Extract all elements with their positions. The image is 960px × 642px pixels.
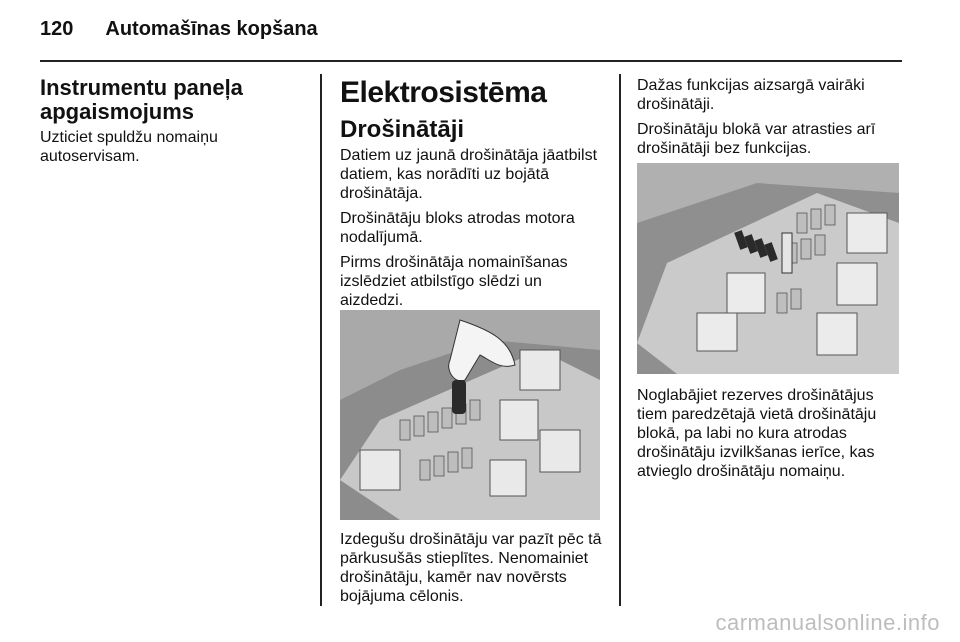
paragraph: Drošinātāju bloks atrodas motora nodalījumā. — [340, 210, 575, 246]
paragraph: Dažas funkcijas aizsargā vairāki drošinātāji. — [637, 77, 865, 113]
subsection-title: Drošinātāji — [340, 116, 465, 143]
column-divider — [320, 74, 322, 606]
paragraph: Uzticiet spuldžu nomaiņu autoservisam. — [40, 129, 218, 165]
fuse-removal-illustration — [340, 310, 600, 520]
section-heading: Instrumentu paneļa apgaismojums — [40, 75, 243, 124]
page-title: Automašīnas kopšana — [105, 18, 318, 40]
paragraph: Izdegušu drošinātāju var pazīt pēc tā pārkusušās stieplītes. Nenomainiet drošinātāju, kamēr nav novērsts bojājuma cēlonis. — [340, 531, 602, 605]
column-2 — [340, 76, 604, 316]
paragraph: Noglabājiet rezerves drošinātājus tiem paredzētajā vietā drošinātāju blokā, pa labi no kura atrodas drošinātāju izvilkšanas ierīce, kas atvieglo drošinātāju nomaiņu. — [637, 387, 877, 480]
paragraph: Pirms drošinātāja nomainīšanas izslēdziet atbilstīgo slēdzi un aizdedzi. — [340, 254, 568, 309]
page-number: 120 — [40, 18, 74, 40]
header-rule — [40, 60, 902, 62]
column-1 — [40, 76, 302, 172]
watermark: carmanualsonline.info — [715, 610, 940, 635]
page-header — [40, 18, 318, 41]
fuse-box-illustration — [637, 163, 899, 374]
chapter-title: Elektrosistēma — [340, 76, 547, 109]
paragraph: Drošinātāju blokā var atrasties arī drošinātāji bez funkcijas. — [637, 121, 876, 157]
column-divider — [619, 74, 621, 606]
column-3 — [637, 76, 905, 164]
paragraph: Datiem uz jaunā drošinātāja jāatbilst datiem, kas norādīti uz bojātā drošinātāja. — [340, 147, 598, 202]
